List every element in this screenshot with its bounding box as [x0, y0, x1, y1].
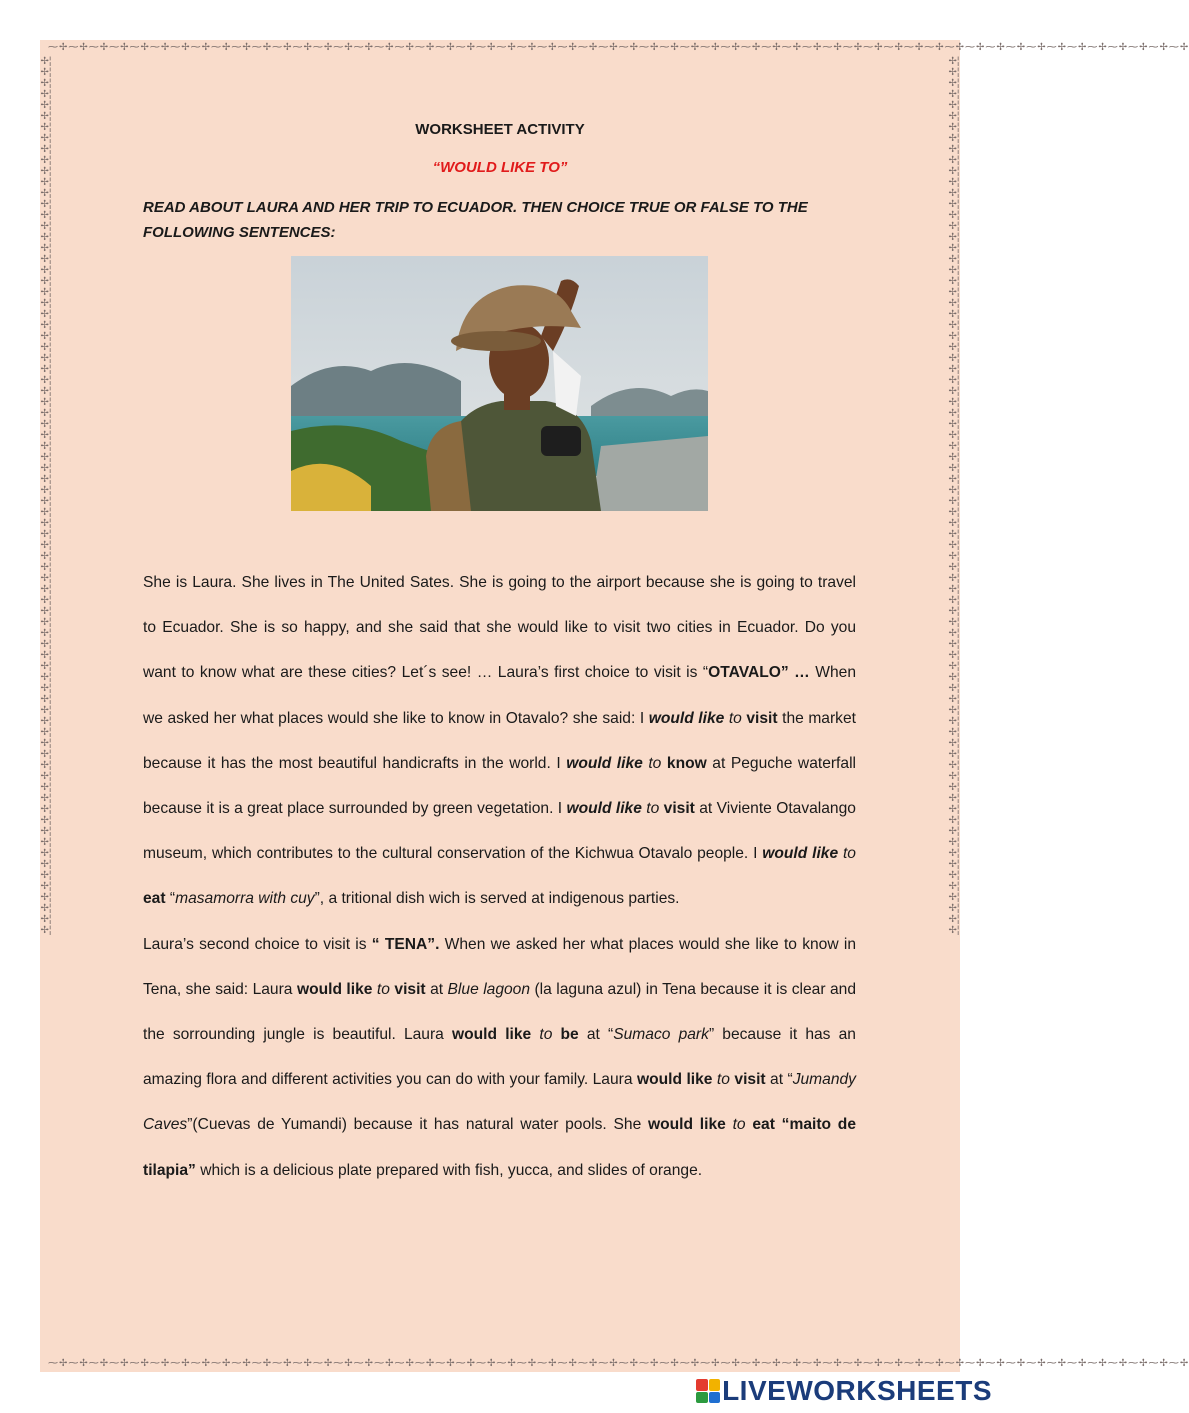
- story-run: know: [666, 754, 707, 772]
- story-run: at Viviente Otavalango museum, which contributes to the cultural conservation of the Kichwua Otavalo people. I: [143, 800, 856, 863]
- story-run: [552, 1026, 560, 1043]
- story-run: would like: [296, 980, 373, 998]
- story-run: to: [732, 1116, 746, 1134]
- story-run: to: [648, 754, 662, 772]
- story-run: visit: [746, 709, 778, 727]
- story-run: Sumaco park: [613, 1026, 709, 1044]
- traveler-photo: [291, 256, 708, 511]
- story-run: OTAVALO” …: [708, 664, 810, 682]
- story-run: to: [539, 1026, 553, 1044]
- story-run: When we asked her what places would she like to know in Tena, she said: Laura: [143, 935, 856, 998]
- story-run: to: [842, 845, 856, 863]
- story-run: would like: [452, 1026, 532, 1044]
- story-run: would like: [648, 709, 725, 727]
- traveler-photo-illustration: [291, 256, 708, 511]
- story-run: to: [728, 709, 742, 727]
- decorative-border-left: ✢¦✢¦✢¦✢¦✢¦✢¦✢¦✢¦✢¦✢¦✢¦✢¦✢¦✢¦✢¦✢¦✢¦✢¦✢¦✢¦✢¦✢¦✢¦✢¦✢¦✢¦✢¦✢¦✢¦✢¦✢¦✢¦✢¦✢¦✢¦✢¦✢¦✢¦✢¦✢¦✢¦✢¦✢¦✢¦✢¦✢¦✢¦✢¦✢¦✢¦✢¦✢¦✢¦✢¦✢¦✢¦✢¦✢¦✢¦✢¦✢¦✢¦✢¦✢¦✢¦✢¦✢¦✢¦✢¦✢¦✢¦✢¦✢¦✢¦✢¦✢¦✢¦✢¦✢¦✢¦: [40, 56, 52, 936]
- story-run: Blue lagoon: [447, 980, 531, 998]
- story-run: would like: [566, 754, 643, 772]
- decorative-border-right: ✢¦✢¦✢¦✢¦✢¦✢¦✢¦✢¦✢¦✢¦✢¦✢¦✢¦✢¦✢¦✢¦✢¦✢¦✢¦✢¦✢¦✢¦✢¦✢¦✢¦✢¦✢¦✢¦✢¦✢¦✢¦✢¦✢¦✢¦✢¦✢¦✢¦✢¦✢¦✢¦✢¦✢¦✢¦✢¦✢¦✢¦✢¦✢¦✢¦✢¦✢¦✢¦✢¦✢¦✢¦✢¦✢¦✢¦✢¦✢¦✢¦✢¦✢¦✢¦✢¦✢¦✢¦✢¦✢¦✢¦✢¦✢¦✢¦✢¦✢¦✢¦✢¦✢¦✢¦✢¦: [948, 56, 960, 936]
- story-run: visit: [394, 980, 426, 998]
- story-run: would like: [636, 1071, 713, 1089]
- story-run: “ TENA”.: [371, 935, 440, 953]
- story-run: visit: [734, 1071, 766, 1089]
- instructions-text: READ ABOUT LAURA AND HER TRIP TO ECUADOR. THEN CHOICE TRUE OR FALSE TO THE FOLLOWING SENTENCES:: [143, 199, 808, 241]
- story-run: Jumandy Caves: [143, 1071, 856, 1134]
- story-run: the market because it has the most beautiful handicrafts in the world. I: [143, 709, 856, 772]
- worksheet-title: WORKSHEET ACTIVITY: [415, 121, 585, 138]
- liveworksheets-wordmark: LIVEWORKSHEETS: [722, 1375, 992, 1406]
- story-run: which is a delicious plate prepared with fish, yucca, and slides of orange.: [195, 1161, 703, 1179]
- worksheet-subtitle: “WOULD LIKE TO”: [432, 159, 568, 176]
- story-run: “: [165, 890, 176, 908]
- liveworksheets-logo-icon: [696, 1379, 720, 1403]
- story-run: (la laguna azul) in Tena because it is clear and the sorrounding jungle is beautiful. Laura: [143, 980, 857, 1044]
- story-run: at: [425, 980, 448, 998]
- story-paragraph-2: [143, 922, 856, 1193]
- story-run: would like: [648, 1116, 726, 1134]
- story-run: at “: [765, 1071, 793, 1089]
- story-run: eat: [143, 890, 166, 908]
- story-run: to: [716, 1071, 730, 1089]
- story-run: would like: [566, 800, 642, 818]
- story-run: eat “maito de tilapia”: [143, 1116, 856, 1179]
- story-run: to: [376, 980, 390, 998]
- story-run: Laura’s second choice to visit is: [143, 935, 372, 953]
- story-run: ”(Cuevas de Yumandi) because it has natural water pools. She: [187, 1116, 648, 1134]
- story-run: ” because it has an amazing flora and different activities you can do with your family. Laura: [143, 1026, 856, 1089]
- story-run: at Peguche waterfall because it is a great place surrounded by green vegetation. I: [143, 754, 856, 818]
- story-run: She is Laura. She lives in The United Sates. She is going to the airport because she is going to travel to Ecuador. She is so happy, and she said that she would like to visit two cities in Ecuador. Do you want to know what are these cities? Let´s see! … Laura’s first choice to visit is “: [143, 574, 856, 682]
- liveworksheets-brand[interactable]: [696, 1373, 992, 1409]
- story-run: at “: [578, 1026, 614, 1044]
- story-run: would like: [762, 845, 839, 863]
- decorative-border-bottom: ⁓✢⁓✢⁓✢⁓✢⁓✢⁓✢⁓✢⁓✢⁓✢⁓✢⁓✢⁓✢⁓✢⁓✢⁓✢⁓✢⁓✢⁓✢⁓✢⁓✢⁓✢⁓✢⁓✢⁓✢⁓✢⁓✢⁓✢⁓✢⁓✢⁓✢⁓✢⁓✢⁓✢⁓✢⁓✢⁓✢⁓✢⁓✢⁓✢⁓✢⁓✢⁓✢⁓✢⁓✢⁓✢⁓✢⁓✢⁓✢⁓✢⁓✢⁓✢⁓✢⁓✢⁓✢⁓✢⁓✢: [48, 1358, 1189, 1369]
- story-run: be: [560, 1026, 579, 1044]
- story-run: visit: [663, 800, 695, 818]
- decorative-border-top: ⁓✢⁓✢⁓✢⁓✢⁓✢⁓✢⁓✢⁓✢⁓✢⁓✢⁓✢⁓✢⁓✢⁓✢⁓✢⁓✢⁓✢⁓✢⁓✢⁓✢⁓✢⁓✢⁓✢⁓✢⁓✢⁓✢⁓✢⁓✢⁓✢⁓✢⁓✢⁓✢⁓✢⁓✢⁓✢⁓✢⁓✢⁓✢⁓✢⁓✢⁓✢⁓✢⁓✢⁓✢⁓✢⁓✢⁓✢⁓✢⁓✢⁓✢⁓✢⁓✢⁓✢⁓✢⁓✢⁓✢: [48, 42, 1189, 53]
- story-run: masamorra with cuy: [175, 890, 315, 908]
- story-run: [726, 1116, 733, 1133]
- story-run: ”, a tritional dish wich is served at indigenous parties.: [314, 890, 680, 908]
- story-paragraph-1: [143, 560, 856, 922]
- story-text: [143, 560, 856, 1193]
- story-run: to: [646, 800, 660, 818]
- story-run: When we asked her what places would she like to know in Otavalo? she said: I: [143, 664, 856, 727]
